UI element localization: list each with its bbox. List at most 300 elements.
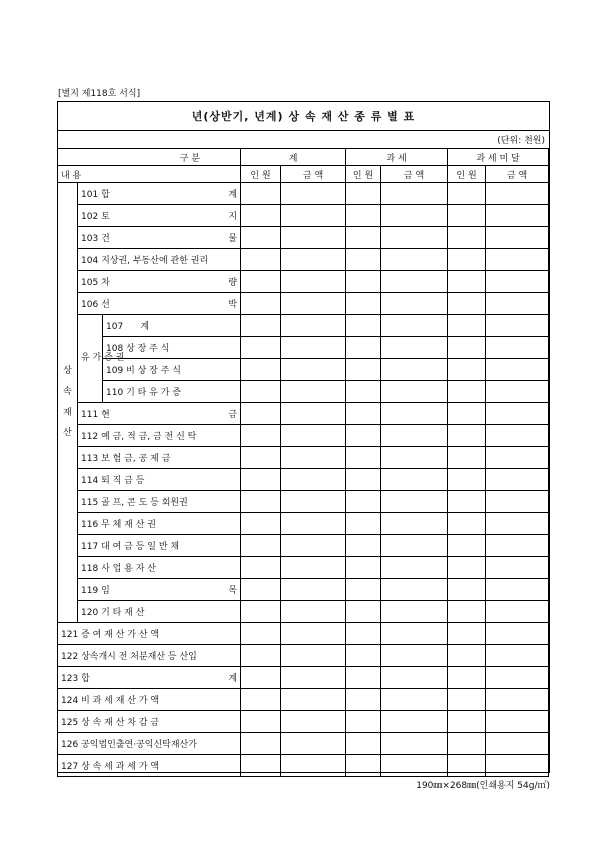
input-cell[interactable] bbox=[241, 183, 281, 205]
input-cell[interactable] bbox=[346, 227, 381, 249]
row-number: 106 bbox=[81, 300, 99, 310]
input-cell[interactable] bbox=[486, 315, 549, 337]
table-row bbox=[58, 689, 549, 711]
input-cell[interactable] bbox=[381, 447, 448, 469]
input-cell[interactable] bbox=[381, 535, 448, 557]
input-cell[interactable] bbox=[381, 491, 448, 513]
input-cell[interactable] bbox=[281, 513, 346, 535]
row-label-a: 합 bbox=[81, 674, 90, 684]
row-label-b: 금 bbox=[228, 410, 238, 420]
header-amount: 금 액 bbox=[486, 166, 549, 183]
input-cell[interactable] bbox=[346, 513, 381, 535]
input-cell[interactable] bbox=[281, 689, 346, 711]
input-cell[interactable] bbox=[346, 425, 381, 447]
row-number: 125 bbox=[61, 718, 79, 728]
input-cell[interactable] bbox=[448, 315, 486, 337]
input-cell[interactable] bbox=[346, 667, 381, 689]
row-label-b: 목 bbox=[228, 586, 238, 596]
input-cell[interactable] bbox=[346, 469, 381, 491]
table-row bbox=[58, 227, 549, 249]
row-label-a: 무 체 재 산 권 bbox=[101, 520, 156, 530]
table-row bbox=[58, 205, 549, 227]
input-cell[interactable] bbox=[241, 623, 281, 645]
row-label bbox=[103, 381, 241, 403]
input-cell[interactable] bbox=[281, 183, 346, 205]
row-label bbox=[58, 667, 241, 689]
input-cell[interactable] bbox=[346, 205, 381, 227]
input-cell[interactable] bbox=[381, 227, 448, 249]
row-number: 126 bbox=[61, 740, 79, 750]
input-cell[interactable] bbox=[281, 447, 346, 469]
row-number: 108 bbox=[106, 344, 124, 354]
input-cell[interactable] bbox=[448, 227, 486, 249]
input-cell[interactable] bbox=[486, 645, 549, 667]
header-group-below: 과 세 미 달 bbox=[448, 149, 549, 166]
header-category: 구 분 bbox=[58, 149, 241, 166]
input-cell[interactable] bbox=[381, 601, 448, 623]
input-cell[interactable] bbox=[486, 293, 549, 315]
row-label bbox=[78, 469, 241, 491]
row-label-a: 보 험 금, 공 제 금 bbox=[101, 454, 171, 464]
row-label bbox=[78, 513, 241, 535]
row-label bbox=[78, 557, 241, 579]
input-cell[interactable] bbox=[346, 403, 381, 425]
securities-side-label: 유 가 증 권 bbox=[78, 315, 103, 403]
input-cell[interactable] bbox=[241, 227, 281, 249]
input-cell[interactable] bbox=[381, 359, 448, 381]
input-cell[interactable] bbox=[448, 425, 486, 447]
row-label-a: 기 타 유 가 증 bbox=[126, 388, 181, 398]
input-cell[interactable] bbox=[486, 447, 549, 469]
row-number: 110 bbox=[106, 388, 124, 398]
input-cell[interactable] bbox=[448, 403, 486, 425]
input-cell[interactable] bbox=[241, 733, 281, 755]
header-persons: 인 원 bbox=[241, 166, 281, 183]
input-cell[interactable] bbox=[381, 667, 448, 689]
input-cell[interactable] bbox=[346, 447, 381, 469]
input-cell[interactable] bbox=[486, 381, 549, 403]
input-cell[interactable] bbox=[241, 315, 281, 337]
input-cell[interactable] bbox=[281, 601, 346, 623]
row-number: 102 bbox=[81, 212, 99, 222]
input-cell[interactable] bbox=[486, 667, 549, 689]
input-cell[interactable] bbox=[241, 491, 281, 513]
input-cell[interactable] bbox=[381, 337, 448, 359]
table-row bbox=[58, 645, 549, 667]
input-cell[interactable] bbox=[241, 469, 281, 491]
input-cell[interactable] bbox=[381, 403, 448, 425]
row-label-a: 비 상 장 주 식 bbox=[126, 366, 181, 376]
row-label bbox=[58, 623, 241, 645]
input-cell[interactable] bbox=[346, 623, 381, 645]
header-group-taxable: 과 세 bbox=[346, 149, 448, 166]
input-cell[interactable] bbox=[486, 249, 549, 271]
row-label-a: 공익법인출연·공익신탁재산가 bbox=[81, 740, 197, 750]
header-amount: 금 액 bbox=[381, 166, 448, 183]
input-cell[interactable] bbox=[448, 447, 486, 469]
unit-label: (단위: 천원) bbox=[497, 136, 545, 146]
row-label-a: 상 속 세 과 세 가 액 bbox=[81, 762, 160, 772]
table-row bbox=[58, 491, 549, 513]
input-cell[interactable] bbox=[486, 491, 549, 513]
input-cell[interactable] bbox=[281, 645, 346, 667]
table-row bbox=[58, 755, 549, 777]
input-cell[interactable] bbox=[241, 513, 281, 535]
input-cell[interactable] bbox=[448, 667, 486, 689]
row-label-a: 상 속 재 산 차 감 금 bbox=[81, 718, 160, 728]
row-number: 123 bbox=[61, 674, 79, 684]
input-cell[interactable] bbox=[281, 381, 346, 403]
input-cell[interactable] bbox=[281, 293, 346, 315]
input-cell[interactable] bbox=[448, 491, 486, 513]
table-row bbox=[58, 425, 549, 447]
side-char: 산 bbox=[63, 428, 72, 439]
row-label bbox=[78, 491, 241, 513]
input-cell[interactable] bbox=[281, 711, 346, 733]
input-cell[interactable] bbox=[346, 733, 381, 755]
input-cell[interactable] bbox=[281, 337, 346, 359]
table-row bbox=[58, 359, 549, 381]
row-label-a: 골 프, 콘 도 등 회원권 bbox=[101, 498, 188, 508]
row-label-b: 량 bbox=[228, 278, 238, 288]
input-cell[interactable] bbox=[486, 183, 549, 205]
input-cell[interactable] bbox=[346, 711, 381, 733]
input-cell[interactable] bbox=[486, 711, 549, 733]
input-cell[interactable] bbox=[448, 469, 486, 491]
row-number: 122 bbox=[61, 652, 79, 662]
table-row bbox=[58, 381, 549, 403]
row-number: 117 bbox=[81, 542, 99, 552]
input-cell[interactable] bbox=[448, 579, 486, 601]
row-number: 127 bbox=[61, 762, 79, 772]
input-cell[interactable] bbox=[241, 381, 281, 403]
input-cell[interactable] bbox=[486, 623, 549, 645]
input-cell[interactable] bbox=[241, 403, 281, 425]
input-cell[interactable] bbox=[281, 359, 346, 381]
input-cell[interactable] bbox=[346, 601, 381, 623]
input-cell[interactable] bbox=[381, 249, 448, 271]
input-cell[interactable] bbox=[486, 271, 549, 293]
input-cell[interactable] bbox=[346, 359, 381, 381]
input-cell[interactable] bbox=[486, 359, 549, 381]
input-cell[interactable] bbox=[381, 315, 448, 337]
input-cell[interactable] bbox=[241, 535, 281, 557]
header-row-1 bbox=[58, 149, 549, 166]
side-char: 속 bbox=[63, 386, 72, 397]
table-row bbox=[58, 535, 549, 557]
row-label bbox=[78, 447, 241, 469]
row-label-a: 퇴 직 금 등 bbox=[101, 476, 145, 486]
row-number: 107 bbox=[106, 322, 124, 332]
input-cell[interactable] bbox=[486, 755, 549, 777]
input-cell[interactable] bbox=[281, 315, 346, 337]
row-label-a: 차 bbox=[101, 278, 110, 288]
input-cell[interactable] bbox=[486, 689, 549, 711]
input-cell[interactable] bbox=[381, 645, 448, 667]
input-cell[interactable] bbox=[346, 271, 381, 293]
input-cell[interactable] bbox=[381, 711, 448, 733]
input-cell[interactable] bbox=[281, 227, 346, 249]
input-cell[interactable] bbox=[448, 689, 486, 711]
input-cell[interactable] bbox=[346, 755, 381, 777]
input-cell[interactable] bbox=[448, 755, 486, 777]
input-cell[interactable] bbox=[486, 513, 549, 535]
row-number: 109 bbox=[106, 366, 124, 376]
input-cell[interactable] bbox=[281, 733, 346, 755]
input-cell[interactable] bbox=[281, 557, 346, 579]
row-label-a: 비 과 세 재 산 가 액 bbox=[81, 696, 160, 706]
table-row bbox=[58, 249, 549, 271]
input-cell[interactable] bbox=[486, 733, 549, 755]
input-cell[interactable] bbox=[241, 667, 281, 689]
input-cell[interactable] bbox=[448, 535, 486, 557]
input-cell[interactable] bbox=[346, 293, 381, 315]
input-cell[interactable] bbox=[486, 579, 549, 601]
row-label-a: 토 bbox=[101, 212, 110, 222]
table-row bbox=[58, 601, 549, 623]
input-cell[interactable] bbox=[346, 183, 381, 205]
row-label bbox=[78, 205, 241, 227]
input-cell[interactable] bbox=[281, 425, 346, 447]
row-number: 112 bbox=[81, 432, 99, 442]
row-number: 103 bbox=[81, 234, 99, 244]
table-row bbox=[58, 667, 549, 689]
side-char: 상 bbox=[63, 365, 72, 376]
table-row bbox=[58, 337, 549, 359]
table-row bbox=[58, 271, 549, 293]
row-label-a: 증 여 재 산 가 산 액 bbox=[81, 630, 160, 640]
row-label-b: 박 bbox=[228, 300, 238, 310]
table-row bbox=[58, 469, 549, 491]
input-cell[interactable] bbox=[381, 293, 448, 315]
input-cell[interactable] bbox=[448, 249, 486, 271]
table-row bbox=[58, 711, 549, 733]
row-number: 120 bbox=[81, 608, 99, 618]
table-row bbox=[58, 579, 549, 601]
form-frame bbox=[57, 101, 550, 773]
header-content: 내 용 bbox=[58, 166, 241, 183]
input-cell[interactable] bbox=[241, 425, 281, 447]
form-title: 년(상반기, 년계) 상 속 재 산 종 류 별 표 bbox=[58, 102, 549, 131]
input-cell[interactable] bbox=[381, 271, 448, 293]
table-body bbox=[58, 149, 549, 777]
row-label-b: 계 bbox=[228, 190, 238, 200]
input-cell[interactable] bbox=[241, 337, 281, 359]
row-label-a: 사 업 용 자 산 bbox=[101, 564, 156, 574]
row-label-a: 예 금, 적 금, 금 전 신 탁 bbox=[101, 432, 197, 442]
input-cell[interactable] bbox=[448, 205, 486, 227]
row-number: 118 bbox=[81, 564, 99, 574]
input-cell[interactable] bbox=[241, 205, 281, 227]
row-number: 101 bbox=[81, 190, 99, 200]
input-cell[interactable] bbox=[381, 205, 448, 227]
input-cell[interactable] bbox=[241, 689, 281, 711]
input-cell[interactable] bbox=[346, 689, 381, 711]
row-number: 104 bbox=[81, 256, 99, 266]
input-cell[interactable] bbox=[486, 227, 549, 249]
header-group-total: 계 bbox=[241, 149, 346, 166]
row-number: 114 bbox=[81, 476, 99, 486]
input-cell[interactable] bbox=[346, 645, 381, 667]
row-label-a: 상속개시 전 처분재산 등 산입 bbox=[81, 652, 197, 662]
row-label-b: 지 bbox=[228, 212, 238, 222]
row-label-a: 대 여 금 등 일 반 채 bbox=[101, 542, 180, 552]
input-cell[interactable] bbox=[448, 733, 486, 755]
row-label-a: 합 bbox=[101, 190, 110, 200]
input-cell[interactable] bbox=[381, 557, 448, 579]
input-cell[interactable] bbox=[448, 623, 486, 645]
input-cell[interactable] bbox=[346, 337, 381, 359]
input-cell[interactable] bbox=[241, 447, 281, 469]
input-cell[interactable] bbox=[381, 689, 448, 711]
input-cell[interactable] bbox=[486, 601, 549, 623]
row-label bbox=[58, 755, 241, 777]
row-number: 116 bbox=[81, 520, 99, 530]
form-number: [별지 제118호 서식] bbox=[58, 89, 141, 99]
input-cell[interactable] bbox=[486, 535, 549, 557]
input-cell[interactable] bbox=[281, 491, 346, 513]
row-label-a: 건 bbox=[101, 234, 110, 244]
input-cell[interactable] bbox=[241, 293, 281, 315]
input-cell[interactable] bbox=[486, 337, 549, 359]
input-cell[interactable] bbox=[448, 557, 486, 579]
table-row bbox=[58, 623, 549, 645]
table-row bbox=[58, 557, 549, 579]
input-cell[interactable] bbox=[281, 469, 346, 491]
input-cell[interactable] bbox=[346, 579, 381, 601]
input-cell[interactable] bbox=[241, 249, 281, 271]
row-label bbox=[78, 535, 241, 557]
input-cell[interactable] bbox=[381, 623, 448, 645]
row-label-a: 계 bbox=[140, 322, 150, 332]
input-cell[interactable] bbox=[448, 271, 486, 293]
estate-side-label bbox=[58, 183, 78, 623]
input-cell[interactable] bbox=[381, 755, 448, 777]
input-cell[interactable] bbox=[448, 513, 486, 535]
input-cell[interactable] bbox=[381, 381, 448, 403]
input-cell[interactable] bbox=[381, 425, 448, 447]
input-cell[interactable] bbox=[346, 535, 381, 557]
row-label bbox=[78, 183, 241, 205]
row-number: 121 bbox=[61, 630, 79, 640]
table-row bbox=[58, 513, 549, 535]
row-label bbox=[78, 403, 241, 425]
row-label bbox=[78, 271, 241, 293]
input-cell[interactable] bbox=[381, 733, 448, 755]
table-row bbox=[58, 733, 549, 755]
row-label bbox=[78, 227, 241, 249]
input-cell[interactable] bbox=[381, 513, 448, 535]
row-label bbox=[78, 293, 241, 315]
input-cell[interactable] bbox=[448, 381, 486, 403]
side-char: 재 bbox=[63, 407, 72, 418]
input-cell[interactable] bbox=[381, 579, 448, 601]
input-cell[interactable] bbox=[241, 359, 281, 381]
input-cell[interactable] bbox=[346, 381, 381, 403]
input-cell[interactable] bbox=[381, 469, 448, 491]
input-cell[interactable] bbox=[346, 557, 381, 579]
input-cell[interactable] bbox=[281, 271, 346, 293]
row-number: 111 bbox=[81, 410, 99, 420]
input-cell[interactable] bbox=[281, 755, 346, 777]
header-amount: 금 액 bbox=[281, 166, 346, 183]
input-cell[interactable] bbox=[281, 667, 346, 689]
row-label bbox=[58, 711, 241, 733]
table-row bbox=[58, 293, 549, 315]
input-cell[interactable] bbox=[346, 249, 381, 271]
row-label bbox=[78, 579, 241, 601]
input-cell[interactable] bbox=[241, 601, 281, 623]
input-cell[interactable] bbox=[241, 711, 281, 733]
estate-type-table bbox=[57, 148, 549, 777]
row-label-b: 물 bbox=[228, 234, 238, 244]
table-row bbox=[58, 183, 549, 205]
input-cell[interactable] bbox=[281, 249, 346, 271]
input-cell[interactable] bbox=[486, 469, 549, 491]
input-cell[interactable] bbox=[448, 337, 486, 359]
row-number: 119 bbox=[81, 586, 99, 596]
row-label-a: 임 bbox=[101, 586, 110, 596]
input-cell[interactable] bbox=[281, 623, 346, 645]
row-label-a: 현 bbox=[101, 410, 110, 420]
input-cell[interactable] bbox=[281, 579, 346, 601]
input-cell[interactable] bbox=[241, 557, 281, 579]
paper-spec: 190㎜×268㎜(인쇄용지 54g/㎡) bbox=[416, 781, 550, 791]
input-cell[interactable] bbox=[346, 315, 381, 337]
header-persons: 인 원 bbox=[346, 166, 381, 183]
input-cell[interactable] bbox=[486, 557, 549, 579]
input-cell[interactable] bbox=[448, 645, 486, 667]
table-row bbox=[58, 447, 549, 469]
row-label bbox=[78, 601, 241, 623]
row-number: 105 bbox=[81, 278, 99, 288]
input-cell[interactable] bbox=[448, 183, 486, 205]
row-label-a: 지상권, 부동산에 관한 권리 bbox=[101, 256, 209, 266]
row-label-a: 상 장 주 식 bbox=[126, 344, 170, 354]
input-cell[interactable] bbox=[281, 403, 346, 425]
table-row bbox=[58, 403, 549, 425]
row-label bbox=[58, 733, 241, 755]
input-cell[interactable] bbox=[281, 535, 346, 557]
row-label bbox=[103, 315, 241, 337]
input-cell[interactable] bbox=[381, 183, 448, 205]
row-number: 124 bbox=[61, 696, 79, 706]
input-cell[interactable] bbox=[448, 293, 486, 315]
input-cell[interactable] bbox=[241, 645, 281, 667]
row-label bbox=[58, 645, 241, 667]
input-cell[interactable] bbox=[486, 425, 549, 447]
input-cell[interactable] bbox=[448, 601, 486, 623]
input-cell[interactable] bbox=[346, 491, 381, 513]
row-label-b: 계 bbox=[228, 674, 238, 684]
header-persons: 인 원 bbox=[448, 166, 486, 183]
row-label bbox=[58, 689, 241, 711]
input-cell[interactable] bbox=[486, 403, 549, 425]
input-cell[interactable] bbox=[241, 271, 281, 293]
input-cell[interactable] bbox=[448, 359, 486, 381]
input-cell[interactable] bbox=[241, 755, 281, 777]
row-label-a: 선 bbox=[101, 300, 110, 310]
header-row-2 bbox=[58, 166, 549, 183]
input-cell[interactable] bbox=[448, 711, 486, 733]
row-label-a: 기 타 재 산 bbox=[101, 608, 145, 618]
input-cell[interactable] bbox=[281, 205, 346, 227]
input-cell[interactable] bbox=[486, 205, 549, 227]
row-label bbox=[78, 249, 241, 271]
row-number: 115 bbox=[81, 498, 99, 508]
row-number: 113 bbox=[81, 454, 99, 464]
input-cell[interactable] bbox=[241, 579, 281, 601]
